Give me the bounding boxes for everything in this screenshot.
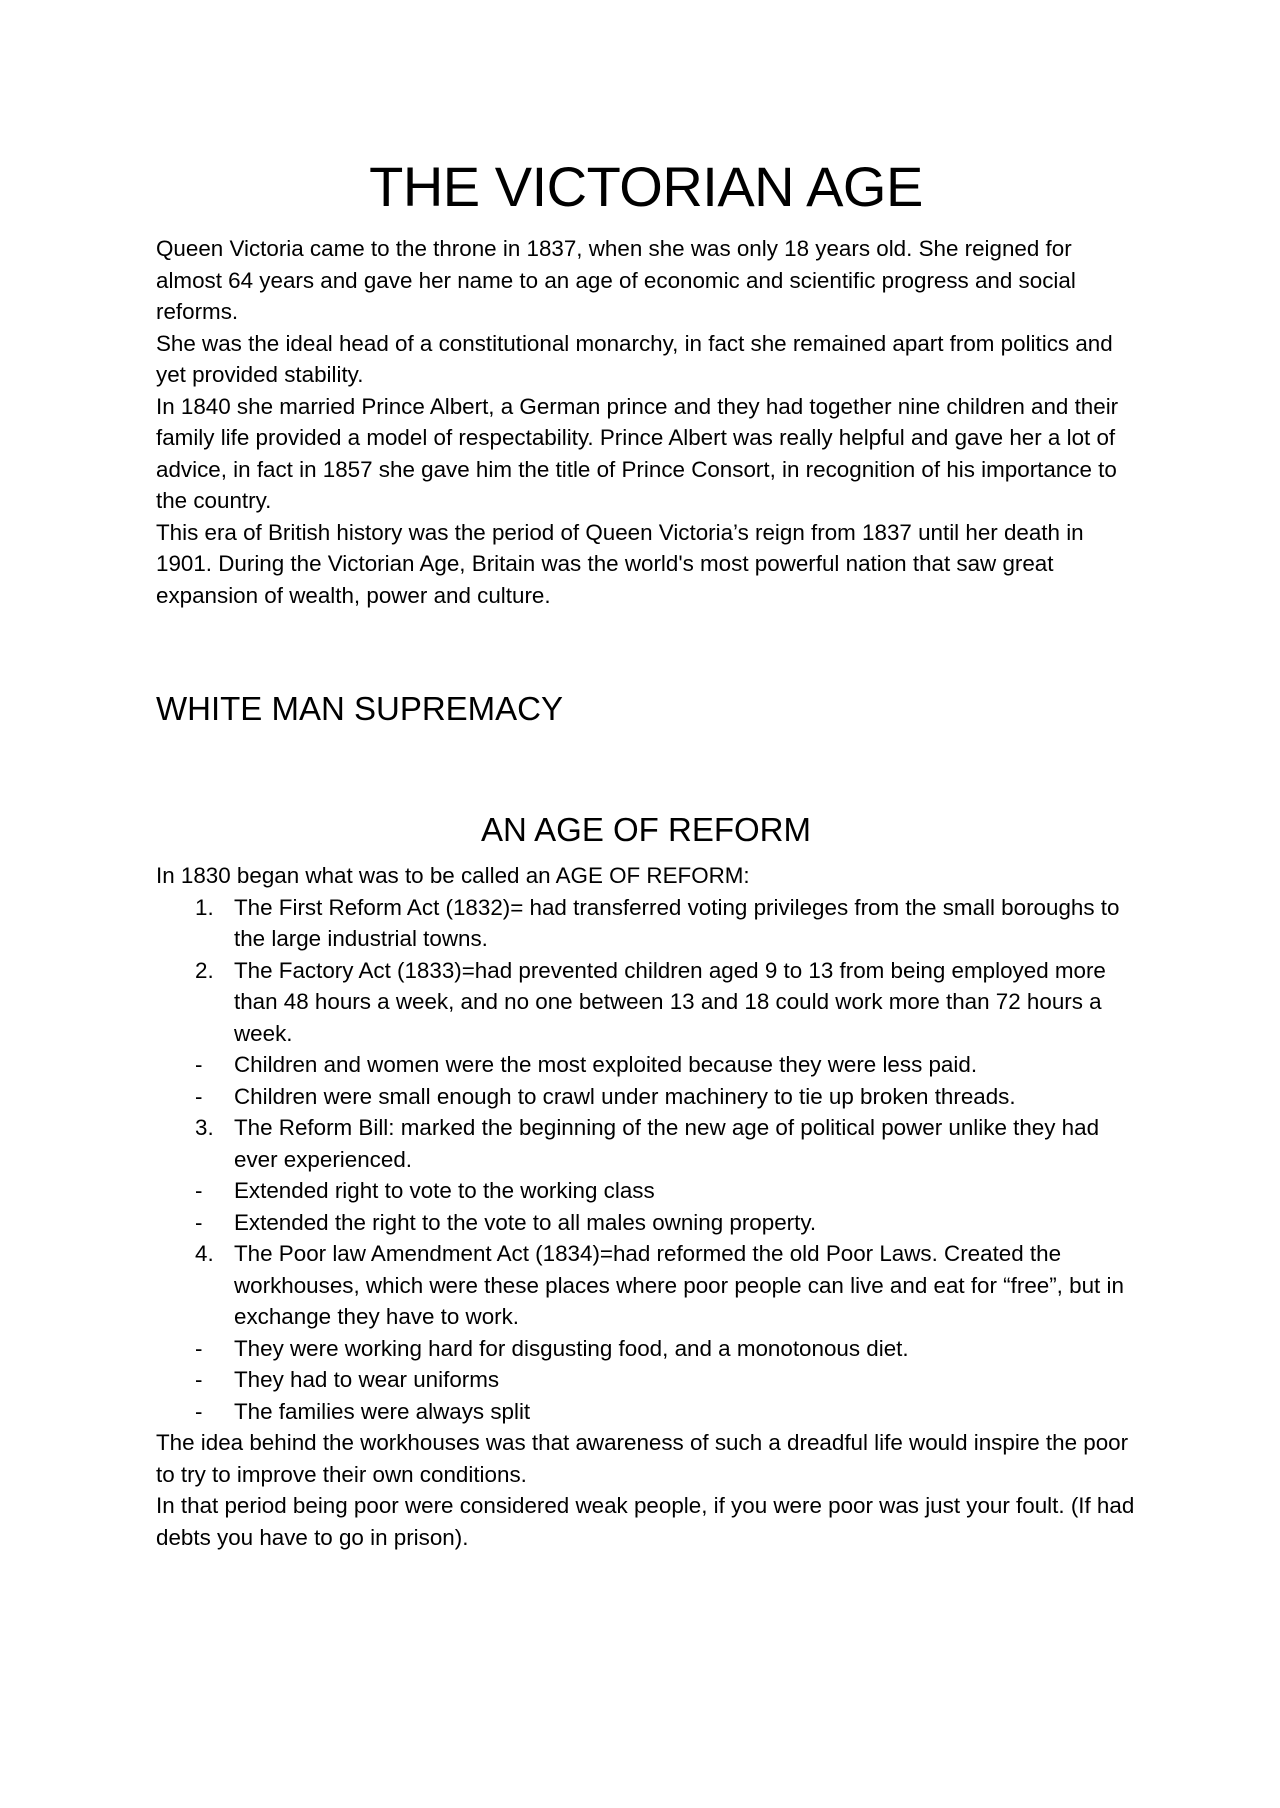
heading-age-of-reform: AN AGE OF REFORM <box>480 811 812 848</box>
list-item-text: The families were always split <box>234 1398 531 1424</box>
list-marker: - <box>195 1083 203 1109</box>
intro-paragraph: Queen Victoria came to the throne in 1837, when she was only 18 years old. She reigned for almost 64 years and gave her name to an age of economic and scientific progress and social reforms. <box>156 236 1076 324</box>
list-item-text: Children and women were the most exploited because they were less paid. <box>234 1052 978 1077</box>
list-marker: - <box>195 1178 203 1203</box>
reform-list <box>156 892 1136 1428</box>
intro-paragraph: This era of British history was the period of Queen Victoria’s reign from 1837 until her death in 1901. During the Victorian Age, Britain was the world's most powerful nation that saw great expansion of wealth, power and culture. <box>156 519 1084 608</box>
list-item <box>156 1238 1136 1333</box>
list-marker: - <box>195 1367 203 1392</box>
list-item-text: Extended the right to the vote to all males owning property. <box>234 1209 817 1235</box>
list-item <box>156 1175 1136 1207</box>
list-marker: - <box>195 1398 203 1424</box>
list-item <box>156 1049 1136 1081</box>
list-item <box>156 1112 1136 1175</box>
list-marker: 3. <box>195 1115 214 1140</box>
list-item <box>156 892 1136 955</box>
list-marker: - <box>195 1335 203 1361</box>
intro-section <box>156 233 1136 611</box>
list-marker: - <box>195 1052 203 1077</box>
list-item <box>156 955 1136 1050</box>
list-item <box>156 1207 1136 1239</box>
list-item-text: The Factory Act (1833)=had prevented children aged 9 to 13 from being employed more than 48 hours a week, and no one between 13 and 18 could work more than 72 hours a week. <box>234 957 1106 1046</box>
intro-paragraph: She was the ideal head of a constitutional monarchy, in fact she remained apart from politics and yet provided stability. <box>156 330 1113 387</box>
list-item <box>156 1396 1136 1428</box>
list-item <box>156 1364 1136 1396</box>
list-marker: 1. <box>195 894 214 920</box>
list-marker: 2. <box>195 957 214 983</box>
list-item-text: The Poor law Amendment Act (1834)=had reformed the old Poor Laws. Created the workhouses, which were these places where poor people can live and eat for “free”, but in exchange they have to work. <box>234 1241 1124 1329</box>
list-marker: - <box>195 1209 203 1235</box>
list-item-text: They had to wear uniforms <box>234 1367 500 1392</box>
closing-paragraph: The idea behind the workhouses was that awareness of such a dreadful life would inspire the poor to try to improve their own conditions. <box>156 1430 1129 1487</box>
list-item-text: The First Reform Act (1832)= had transferred voting privileges from the small boroughs to the large industrial towns. <box>234 894 1120 951</box>
list-marker: 4. <box>195 1241 214 1266</box>
list-item-text: The Reform Bill: marked the beginning of the new age of political power unlike they had ever experienced. <box>234 1115 1100 1172</box>
list-item-text: They were working hard for disgusting food, and a monotonous diet. <box>234 1335 909 1361</box>
document-content <box>156 155 1136 1553</box>
reform-intro: In 1830 began what was to be called an AGE OF REFORM: <box>156 863 750 888</box>
intro-paragraph: In 1840 she married Prince Albert, a German prince and they had together nine children and their family life provided a model of respectability. Prince Albert was really helpful and gave her a lot of advice, in fact in 1857 she gave him the title of Prince Consort, in recognition of his importance to the country. <box>156 393 1119 513</box>
list-item <box>156 1333 1136 1365</box>
list-item-text: Children were small enough to crawl under machinery to tie up broken threads. <box>234 1083 1016 1109</box>
document-title: THE VICTORIAN AGE <box>369 155 923 218</box>
list-item <box>156 1081 1136 1113</box>
list-item-text: Extended right to vote to the working class <box>234 1178 655 1203</box>
heading-white-man-supremacy: WHITE MAN SUPREMACY <box>156 690 564 727</box>
closing-paragraph: In that period being poor were considered weak people, if you were poor was just your foult. (If had debts you have to go in prison). <box>156 1493 1135 1550</box>
